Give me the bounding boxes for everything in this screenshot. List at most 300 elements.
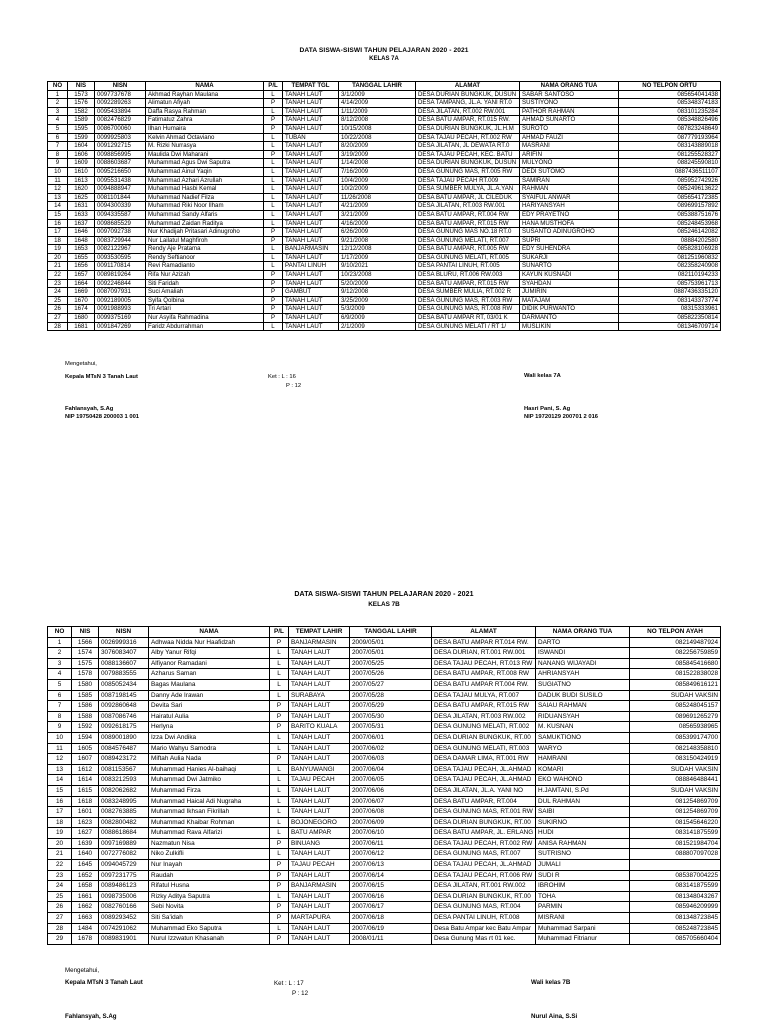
cell-birthplace: BANYUWANGI <box>289 764 350 775</box>
cell-birthdate: 2007/06/10 <box>350 828 432 839</box>
cell-parent-name: AHMAD FAUZI <box>520 133 619 142</box>
cell-birthdate: 2007/06/16 <box>350 891 432 902</box>
cell-nis: 1566 <box>72 637 99 648</box>
cell-parent-phone: 082148358810 <box>630 743 721 754</box>
cell-parent-phone: SUDAH VAKSIN <box>630 785 721 796</box>
cell-no: 2 <box>48 99 68 108</box>
table-row <box>48 881 721 892</box>
cell-parent-phone: 085828106928 <box>619 245 721 254</box>
cell-no: 17 <box>48 228 68 237</box>
cell-no: 20 <box>48 253 68 262</box>
cell-no: 3 <box>48 107 68 116</box>
cell-birthplace: TANAH LAUT <box>289 923 350 934</box>
cell-nisn: 0082760166 <box>99 902 149 913</box>
cell-name: Raudah <box>149 870 270 881</box>
cell-birthplace: TANAH LAUT <box>283 253 339 262</box>
cell-name: Siti Faridah <box>146 279 264 288</box>
table-row <box>48 159 721 168</box>
cell-name: Rendy Aje Pratama <box>146 245 264 254</box>
cell-birthdate: 2007/06/09 <box>350 817 432 828</box>
table-row <box>48 913 721 924</box>
cell-nis: 1601 <box>72 807 99 818</box>
cell-nisn: 3076083407 <box>99 648 149 659</box>
cell-gender: P <box>270 934 289 945</box>
cell-name: Muhammad Riki Noor Ilham <box>146 202 264 211</box>
cell-birthplace: TANAH LAUT <box>283 296 339 305</box>
cell-parent-phone: 088846488441 <box>630 775 721 786</box>
column-header-birthplace: TEMPAT LAHIR <box>289 627 350 638</box>
table-row <box>48 305 721 314</box>
cell-name: Kelvin Ahmad Octaviano <box>146 133 264 142</box>
cell-parent-name: WARYO <box>536 743 630 754</box>
cell-birthplace: TANAH LAUT <box>283 150 339 159</box>
cell-parent-name: AHRIANSYAH <box>536 669 630 680</box>
cell-gender: L <box>270 669 289 680</box>
cell-birthplace: TANAH LAUT <box>283 116 339 125</box>
cell-gender: P <box>270 913 289 924</box>
cell-nis: 1582 <box>68 107 95 116</box>
cell-parent-name: DUL RAHMAN <box>536 796 630 807</box>
table-row <box>48 796 721 807</box>
cell-gender: P <box>270 701 289 712</box>
cell-parent-phone: 089699157892 <box>619 202 721 211</box>
cell-nisn: 0081153567 <box>99 764 149 775</box>
cell-no: 11 <box>48 743 72 754</box>
cell-birthplace: TANAH LAUT <box>289 679 350 690</box>
cell-address: DESA JILATAN, JL DEWATA RT.0 <box>416 142 520 151</box>
cell-nis: 1664 <box>68 279 95 288</box>
column-header-no: NO <box>48 627 72 638</box>
cell-no: 18 <box>48 236 68 245</box>
cell-gender: P <box>264 228 283 237</box>
cell-parent-phone: 0887436511107 <box>619 167 721 176</box>
cell-birthdate: 3/21/2009 <box>339 210 416 219</box>
cell-nis: 1631 <box>68 202 95 211</box>
cell-birthplace: SURABAYA <box>289 690 350 701</box>
cell-nis: 1610 <box>68 167 95 176</box>
cell-address: DESA BATU AMPAR, RT.015 RW <box>416 279 520 288</box>
cell-address: DESA TAJAU PECAH RT.009 <box>416 176 520 185</box>
cell-address: DESA SUMBER MULYA, JL.A.YAN <box>416 185 520 194</box>
cell-parent-phone: 081545646220 <box>630 817 721 828</box>
table-row <box>48 150 721 159</box>
cell-gender: P <box>270 838 289 849</box>
cell-nis: 1484 <box>72 923 99 934</box>
cell-nisn: 0082476829 <box>95 116 146 125</box>
cell-gender: L <box>270 775 289 786</box>
cell-nisn: 0083212593 <box>99 775 149 786</box>
cell-birthdate: 2/1/2009 <box>339 322 416 331</box>
cell-birthplace: BANJARMASIN <box>289 881 350 892</box>
cell-birthplace: TANAH LAUT <box>283 271 339 280</box>
cell-address: DESA BATU AMPAR RT.014 RW. <box>432 637 536 648</box>
cell-no: 21 <box>48 849 72 860</box>
cell-gender: P <box>264 150 283 159</box>
cell-birthplace: TANAH LAUT <box>283 185 339 194</box>
cell-gender: L <box>270 807 289 818</box>
cell-name: Muhammad Rava Alfarizi <box>149 828 270 839</box>
table-row <box>48 838 721 849</box>
cell-birthdate: 2008/01/11 <box>350 934 432 945</box>
homeroom-role: Wali kelas 7A <box>524 373 561 379</box>
cell-no: 22 <box>48 860 72 871</box>
cell-nisn: 0083729944 <box>95 236 146 245</box>
column-header-nisn: NISN <box>95 82 146 91</box>
cell-address: DESA BATU AMPAR, RT.004 <box>432 796 536 807</box>
cell-birthplace: BOJONEGORO <box>289 817 350 828</box>
cell-gender: P <box>270 722 289 733</box>
table-row <box>48 849 721 860</box>
cell-parent-phone: 083143889018 <box>619 142 721 151</box>
cell-address: DESA PANTAI LINUH, RT.005 <box>416 262 520 271</box>
cell-address: DESA TAJAU PECAH, RT.002 RW <box>432 838 536 849</box>
cell-parent-phone: SUDAH VAKSIN <box>630 764 721 775</box>
knowing-label: Mengetahui, <box>65 361 97 367</box>
cell-name: Mario Wahyu Samodra <box>149 743 270 754</box>
cell-birthplace: TANAH LAUT <box>283 202 339 211</box>
cell-nisn: 0092860648 <box>99 701 149 712</box>
cell-no: 14 <box>48 202 68 211</box>
cell-nis: 1612 <box>72 764 99 775</box>
cell-nisn: 0095433894 <box>95 107 146 116</box>
cell-birthdate: 10/15/2008 <box>339 124 416 133</box>
cell-parent-phone: 083141875599 <box>630 828 721 839</box>
cell-birthplace: TANAH LAUT <box>283 219 339 228</box>
class-7a-student-table <box>47 81 721 331</box>
cell-nis: 1657 <box>68 271 95 280</box>
cell-address: DESA GUNUNG MELATI, RT.002 <box>432 722 536 733</box>
cell-gender: L <box>270 849 289 860</box>
cell-no: 27 <box>48 913 72 924</box>
cell-no: 22 <box>48 271 68 280</box>
table-row <box>48 176 721 185</box>
cell-birthplace: TANAH LAUT <box>289 732 350 743</box>
principal-nip: NIP 19750428 200003 1 001 <box>65 414 140 420</box>
table-row <box>48 124 721 133</box>
cell-birthdate: 1/17/2009 <box>339 253 416 262</box>
column-header-name: NAMA <box>149 627 270 638</box>
column-header-name: NAMA <box>146 82 264 91</box>
cell-address: DESA BATU AMPAR, RT.004 RW <box>416 210 520 219</box>
cell-gender: P <box>270 860 289 871</box>
cell-gender: L <box>264 159 283 168</box>
cell-birthplace: BANJARMASIN <box>289 637 350 648</box>
cell-birthdate: 2007/06/03 <box>350 754 432 765</box>
cell-parent-name: HANA MUSTHOFA <box>520 219 619 228</box>
cell-nisn: 0091170814 <box>95 262 146 271</box>
cell-nis: 1574 <box>72 648 99 659</box>
cell-name: Nazmatun Nisa <box>149 838 270 849</box>
table-row <box>48 902 721 913</box>
cell-birthdate: 2007/05/31 <box>350 722 432 733</box>
table-header-row <box>48 82 721 91</box>
cell-nis: 1645 <box>72 860 99 871</box>
column-header-parent-name: NAMA ORANG TUA <box>520 82 619 91</box>
column-header-address: ALAMAT <box>416 82 520 91</box>
cell-parent-name: SUDI R <box>536 870 630 881</box>
cell-gender: P <box>264 99 283 108</box>
cell-birthdate: 10/2/2009 <box>339 185 416 194</box>
cell-gender: L <box>264 185 283 194</box>
cell-no: 10 <box>48 167 68 176</box>
cell-birthplace: TANAH LAUT <box>289 711 350 722</box>
cell-birthplace: MARTAPURA <box>289 913 350 924</box>
cell-parent-name: HARIYANSYAH <box>520 202 619 211</box>
cell-nisn: 0092246844 <box>95 279 146 288</box>
table-row <box>48 701 721 712</box>
cell-name: Muhammad Ainul Yaqin <box>146 167 264 176</box>
cell-nis: 1655 <box>68 253 95 262</box>
cell-parent-phone: 089691265279 <box>630 711 721 722</box>
principal-role: Kepala MTsN 3 Tanah Laut <box>65 374 138 380</box>
cell-name: Hairatul Aulia <box>149 711 270 722</box>
cell-name: Muhammad Zaidan Raditya <box>146 219 264 228</box>
cell-parent-name: RAHMAN <box>520 185 619 194</box>
cell-birthplace: TAJAU PECAH <box>289 860 350 871</box>
column-header-gender: P/L <box>264 82 283 91</box>
cell-nis: 1613 <box>68 176 95 185</box>
cell-parent-name: ISWANDI <box>536 648 630 659</box>
cell-gender: P <box>264 296 283 305</box>
table-row <box>48 648 721 659</box>
cell-gender: L <box>264 253 283 262</box>
cell-address: DESA GUNUNG MAS, RT.005 RW <box>416 167 520 176</box>
cell-name: Muhammad Khaibar Rohman <box>149 817 270 828</box>
cell-parent-name: ANISA RAHMAN <box>536 838 630 849</box>
cell-name: Nur Inayah <box>149 860 270 871</box>
cell-parent-phone: 082358240908 <box>619 262 721 271</box>
cell-no: 15 <box>48 210 68 219</box>
cell-nisn: 0083248995 <box>99 796 149 807</box>
cell-parent-phone: 085248453968 <box>619 219 721 228</box>
cell-birthplace: TANAH LAUT <box>283 142 339 151</box>
cell-no: 16 <box>48 219 68 228</box>
cell-parent-phone: 087823248649 <box>619 124 721 133</box>
cell-parent-phone: 081521984704 <box>630 838 721 849</box>
cell-nisn: 0082763885 <box>99 807 149 818</box>
cell-parent-name: DEDI SUTOMO <box>520 167 619 176</box>
table-row <box>48 764 721 775</box>
table-row <box>48 891 721 902</box>
column-header-birthdate: TANGGAL LAHIR <box>350 627 432 638</box>
cell-nisn: 0085052434 <box>99 679 149 690</box>
cell-gender: L <box>270 679 289 690</box>
cell-birthplace: TANAH LAUT <box>289 785 350 796</box>
cell-birthplace: TANAH LAUT <box>283 210 339 219</box>
cell-name: Devita Sari <box>149 701 270 712</box>
cell-birthdate: 2007/06/19 <box>350 923 432 934</box>
cell-birthplace: TANAH LAUT <box>283 305 339 314</box>
cell-no: 6 <box>48 690 72 701</box>
cell-parent-phone: 085849616121 <box>630 679 721 690</box>
cell-nisn: 0095531438 <box>95 176 146 185</box>
table-row <box>48 279 721 288</box>
cell-address: DESA DURIAN BUNGKUK, DUSUN <box>416 90 520 99</box>
cell-nisn: 0072776082 <box>99 849 149 860</box>
cell-nis: 1585 <box>72 690 99 701</box>
cell-parent-phone: 085654041438 <box>619 90 721 99</box>
cell-nis: 1589 <box>68 116 95 125</box>
cell-address: DESA JILATAN, RT.001 RW.002 <box>432 881 536 892</box>
cell-name: Rendy Seftianoor <box>146 253 264 262</box>
cell-name: Tri Artari <box>146 305 264 314</box>
cell-name: Syifa Qolbina <box>146 296 264 305</box>
cell-birthplace: TANAH LAUT <box>283 176 339 185</box>
cell-birthplace: TANAH LAUT <box>289 849 350 860</box>
cell-gender: P <box>264 279 283 288</box>
cell-name: Revi Ramadianto <box>146 262 264 271</box>
cell-no: 1 <box>48 637 72 648</box>
cell-nisn: 0082062682 <box>99 785 149 796</box>
principal-role: Kepala MTsN 3 Tanah Laut <box>65 979 143 986</box>
cell-gender: L <box>264 202 283 211</box>
cell-parent-phone: 085248045157 <box>630 701 721 712</box>
cell-birthplace: TAJAU PECAH <box>289 775 350 786</box>
cell-address: DESA DURIAN BUNGKUK, RT.00 <box>432 732 536 743</box>
cell-no: 10 <box>48 732 72 743</box>
cell-birthdate: 3/25/2009 <box>339 296 416 305</box>
cell-birthdate: 2007/05/25 <box>350 658 432 669</box>
cell-birthplace: TANAH LAUT <box>289 658 350 669</box>
cell-gender: L <box>264 262 283 271</box>
cell-name: Alimatun Afiyah <box>146 99 264 108</box>
table-row <box>48 133 721 142</box>
cell-parent-name: SABAR SANTOSO <box>520 90 619 99</box>
cell-birthdate: 2007/05/28 <box>350 690 432 701</box>
cell-address: DESA BATU AMPAR, JL CILEDUK <box>416 193 520 202</box>
cell-nis: 1620 <box>68 185 95 194</box>
cell-nis: 1652 <box>72 870 99 881</box>
cell-parent-phone: 085348826496 <box>619 116 721 125</box>
cell-nisn: 0088618684 <box>99 828 149 839</box>
cell-name: Rifa Nur Azizah <box>146 271 264 280</box>
cell-no: 21 <box>48 262 68 271</box>
cell-birthplace: TANAH LAUT <box>289 891 350 902</box>
cell-parent-phone: 081254869709 <box>630 796 721 807</box>
cell-parent-name: SUROTO <box>520 124 619 133</box>
cell-nis: 1604 <box>68 142 95 151</box>
table-row <box>48 185 721 194</box>
cell-nisn: 0094045729 <box>99 860 149 871</box>
cell-gender: L <box>264 142 283 151</box>
cell-parent-phone: 085654172385 <box>619 193 721 202</box>
cell-nisn: 0087097931 <box>95 288 146 297</box>
cell-gender: P <box>264 124 283 133</box>
cell-name: Faridz Abdurrahman <box>146 322 264 331</box>
cell-name: Siti Sa'idah <box>149 913 270 924</box>
cell-birthplace: TANAH LAUT <box>289 701 350 712</box>
cell-nis: 1662 <box>72 902 99 913</box>
cell-birthplace: PANTAI LINUH <box>283 262 339 271</box>
cell-name: Muhammad Sandy Alfaris <box>146 210 264 219</box>
cell-no: 7 <box>48 701 72 712</box>
cell-address: DESA GUNUNG MAS, RT.003 RW <box>416 296 520 305</box>
cell-nisn: 0079883555 <box>99 669 149 680</box>
cell-name: Maulida Dwi Maharani <box>146 150 264 159</box>
cell-address: DESA DURIAN, RT.001 RW.001 <box>432 648 536 659</box>
cell-parent-name: SAIBI <box>536 807 630 818</box>
cell-name: Adhwaa Nidda Nur Haafidzah <box>149 637 270 648</box>
cell-nisn: 0087198145 <box>99 690 149 701</box>
cell-parent-phone: 085399174700 <box>630 732 721 743</box>
class-7b-sheet <box>0 590 768 1024</box>
cell-name: Muhammad Hasbi Kemal <box>146 185 264 194</box>
cell-gender: P <box>270 711 289 722</box>
table-row <box>48 658 721 669</box>
cell-name: Ilhan Humaira <box>146 124 264 133</box>
cell-birthdate: 4/21/2009 <box>339 202 416 211</box>
cell-nisn: 0089001890 <box>99 732 149 743</box>
cell-birthdate: 1/11/2009 <box>339 107 416 116</box>
cell-parent-name: SUTRISNO <box>536 849 630 860</box>
cell-parent-phone: 085952742926 <box>619 176 721 185</box>
cell-address: DESA DURIAN BUNGKUK, RT.00 <box>432 891 536 902</box>
cell-nis: 1661 <box>72 891 99 902</box>
cell-parent-phone <box>630 860 721 871</box>
table-row <box>48 228 721 237</box>
class-7a-title: DATA SISWA-SISWI TAHUN PELAJARAN 2020 - 2021 <box>299 47 469 54</box>
table-row <box>48 679 721 690</box>
cell-nis: 1670 <box>68 296 95 305</box>
table-row <box>48 210 721 219</box>
cell-nisn: 0097737678 <box>95 90 146 99</box>
cell-nis: 1678 <box>72 934 99 945</box>
table-row <box>48 193 721 202</box>
cell-nis: 1595 <box>68 124 95 133</box>
cell-name: Izza Dwi Andika <box>149 732 270 743</box>
cell-birthdate: 2007/06/02 <box>350 743 432 754</box>
cell-birthplace: GAMBUT <box>283 288 339 297</box>
cell-parent-name: DARMANTO <box>520 314 619 323</box>
cell-gender: L <box>264 210 283 219</box>
cell-address: DESA TAJAU PECAH, JL.AHMAD <box>432 860 536 871</box>
cell-no: 7 <box>48 142 68 151</box>
cell-parent-name: H.JAMTANI, S.Pd <box>536 785 630 796</box>
cell-no: 15 <box>48 785 72 796</box>
cell-birthdate: 7/16/2009 <box>339 167 416 176</box>
cell-gender: P <box>264 288 283 297</box>
cell-birthdate: 2007/06/15 <box>350 881 432 892</box>
cell-address: DESA DURIAN BUNGKUK, DUSUN <box>416 159 520 168</box>
cell-address: DESA GUNUNG MELATI / RT 1/ <box>416 322 520 331</box>
cell-name: Alby Yanur Rifqi <box>149 648 270 659</box>
cell-gender: P <box>270 754 289 765</box>
cell-parent-phone: 087779193964 <box>619 133 721 142</box>
cell-parent-name: JUMALI <box>536 860 630 871</box>
column-header-nis: NIS <box>68 82 95 91</box>
cell-parent-phone: 085753961713 <box>619 279 721 288</box>
table-row <box>48 262 721 271</box>
cell-nis: 1663 <box>72 913 99 924</box>
cell-no: 4 <box>48 116 68 125</box>
cell-nisn: 0091292715 <box>95 142 146 151</box>
cell-gender: L <box>264 322 283 331</box>
cell-address: DESA GUNUNG MELATI, RT.005 <box>416 253 520 262</box>
cell-nisn: 0094888947 <box>95 185 146 194</box>
cell-parent-phone: 088245590810 <box>619 159 721 168</box>
cell-name: Fatimatuz Zahra <box>146 116 264 125</box>
cell-parent-name: TOHA <box>536 891 630 902</box>
cell-nis: 1594 <box>72 732 99 743</box>
table-row <box>48 245 721 254</box>
cell-address: DESA GUNUNG MAS NO.18 RT.0 <box>416 228 520 237</box>
cell-parent-phone: 083101235284 <box>619 107 721 116</box>
cell-birthplace: TANAH LAUT <box>289 870 350 881</box>
cell-parent-phone: 081522838028 <box>630 669 721 680</box>
cell-parent-phone: 0887436335120 <box>619 288 721 297</box>
cell-parent-name: Muhammad Fitrianur <box>536 934 630 945</box>
cell-birthdate: 2007/06/12 <box>350 849 432 860</box>
